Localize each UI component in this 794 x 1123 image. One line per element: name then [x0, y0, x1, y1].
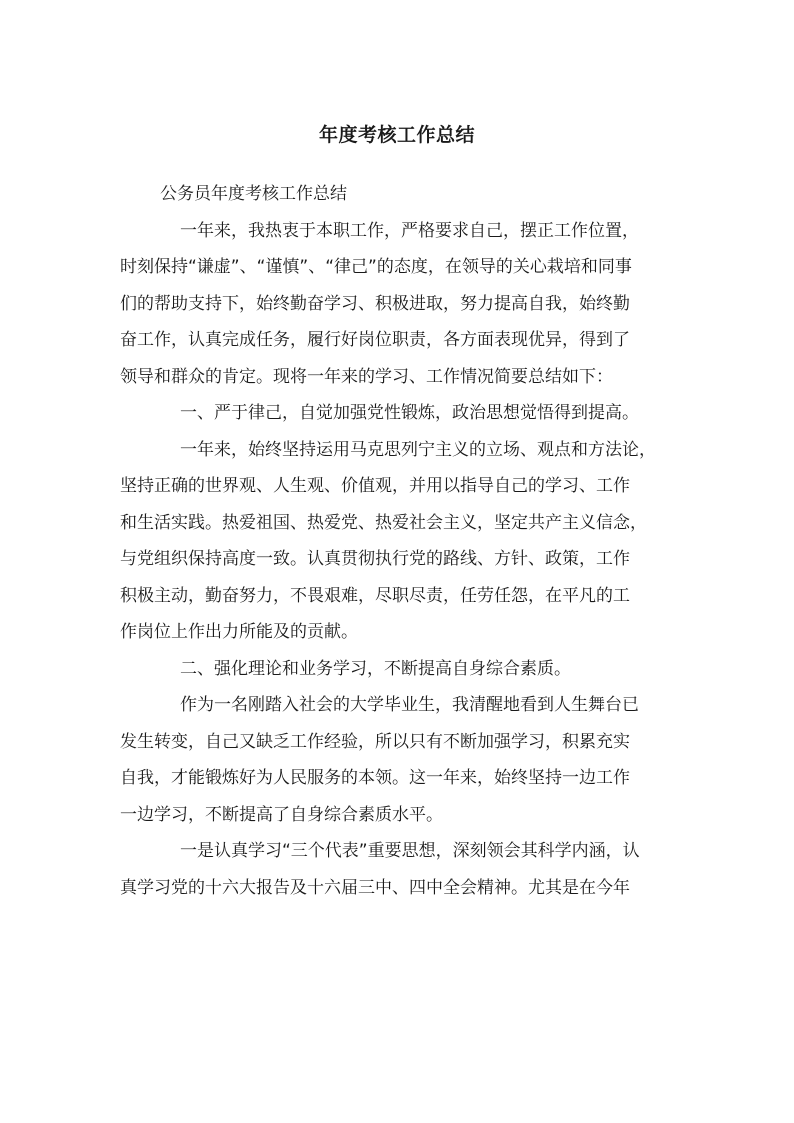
paragraph-line: 作岗位上作出力所能及的贡献。	[120, 622, 358, 642]
section-heading: 二、强化理论和业务学习，不断提高自身综合素质。	[180, 658, 571, 679]
paragraph-line: 们的帮助支持下，始终勤奋学习、积极进取，努力提高自我，始终勤	[120, 293, 630, 314]
paragraph-line: 一年来，我热衷于本职工作，严格要求自己，摆正工作位置，	[180, 220, 639, 241]
paragraph-line: 作为一名刚踏入社会的大学毕业生，我清醒地看到人生舞台已	[180, 695, 639, 715]
section-heading: 一、严于律己，自觉加强党性锻炼，政治思想觉悟得到提高。	[180, 403, 639, 423]
document-subtitle: 公务员年度考核工作总结	[160, 184, 347, 204]
paragraph-line: 一年来，始终坚持运用马克思列宁主义的立场、观点和方法论，	[180, 439, 656, 460]
paragraph-line: 自我，才能锻炼好为人民服务的本领。这一年来，始终坚持一边工作	[120, 768, 630, 788]
paragraph-line: 奋工作，认真完成任务，履行好岗位职责，各方面表现优异，得到了	[120, 330, 630, 350]
paragraph-line: 领导和群众的肯定。现将一年来的学习、工作情况简要总结如下：	[120, 366, 613, 387]
paragraph-line: 时刻保持“谦虚”、“谨慎”、“律己”的态度，在领导的关心栽培和同事	[120, 257, 632, 277]
paragraph-line: 发生转变，自己又缺乏工作经验，所以只有不断加强学习，积累充实	[120, 731, 630, 752]
document-body	[120, 176, 680, 906]
paragraph-line: 真学习党的十六大报告及十六届三中、四中全会精神。尤其是在今年	[120, 877, 630, 898]
paragraph-line: 一是认真学习“三个代表”重要思想，深刻领会其科学内涵，认	[180, 841, 640, 861]
paragraph-line: 和生活实践。热爱祖国、热爱党、热爱社会主义，坚定共产主义信念，	[120, 512, 647, 533]
paragraph-line: 坚持正确的世界观、人生观、价值观，并用以指导自己的学习、工作	[120, 476, 630, 496]
paragraph-line: 一边学习，不断提高了自身综合素质水平。	[120, 804, 443, 825]
paragraph-line: 与党组织保持高度一致。认真贯彻执行党的路线、方针、政策，工作	[120, 549, 630, 569]
paragraph-line: 积极主动，勤奋努力，不畏艰难，尽职尽责，任劳任怨，在平凡的工	[120, 585, 630, 606]
document-title: 年度考核工作总结	[318, 124, 475, 146]
